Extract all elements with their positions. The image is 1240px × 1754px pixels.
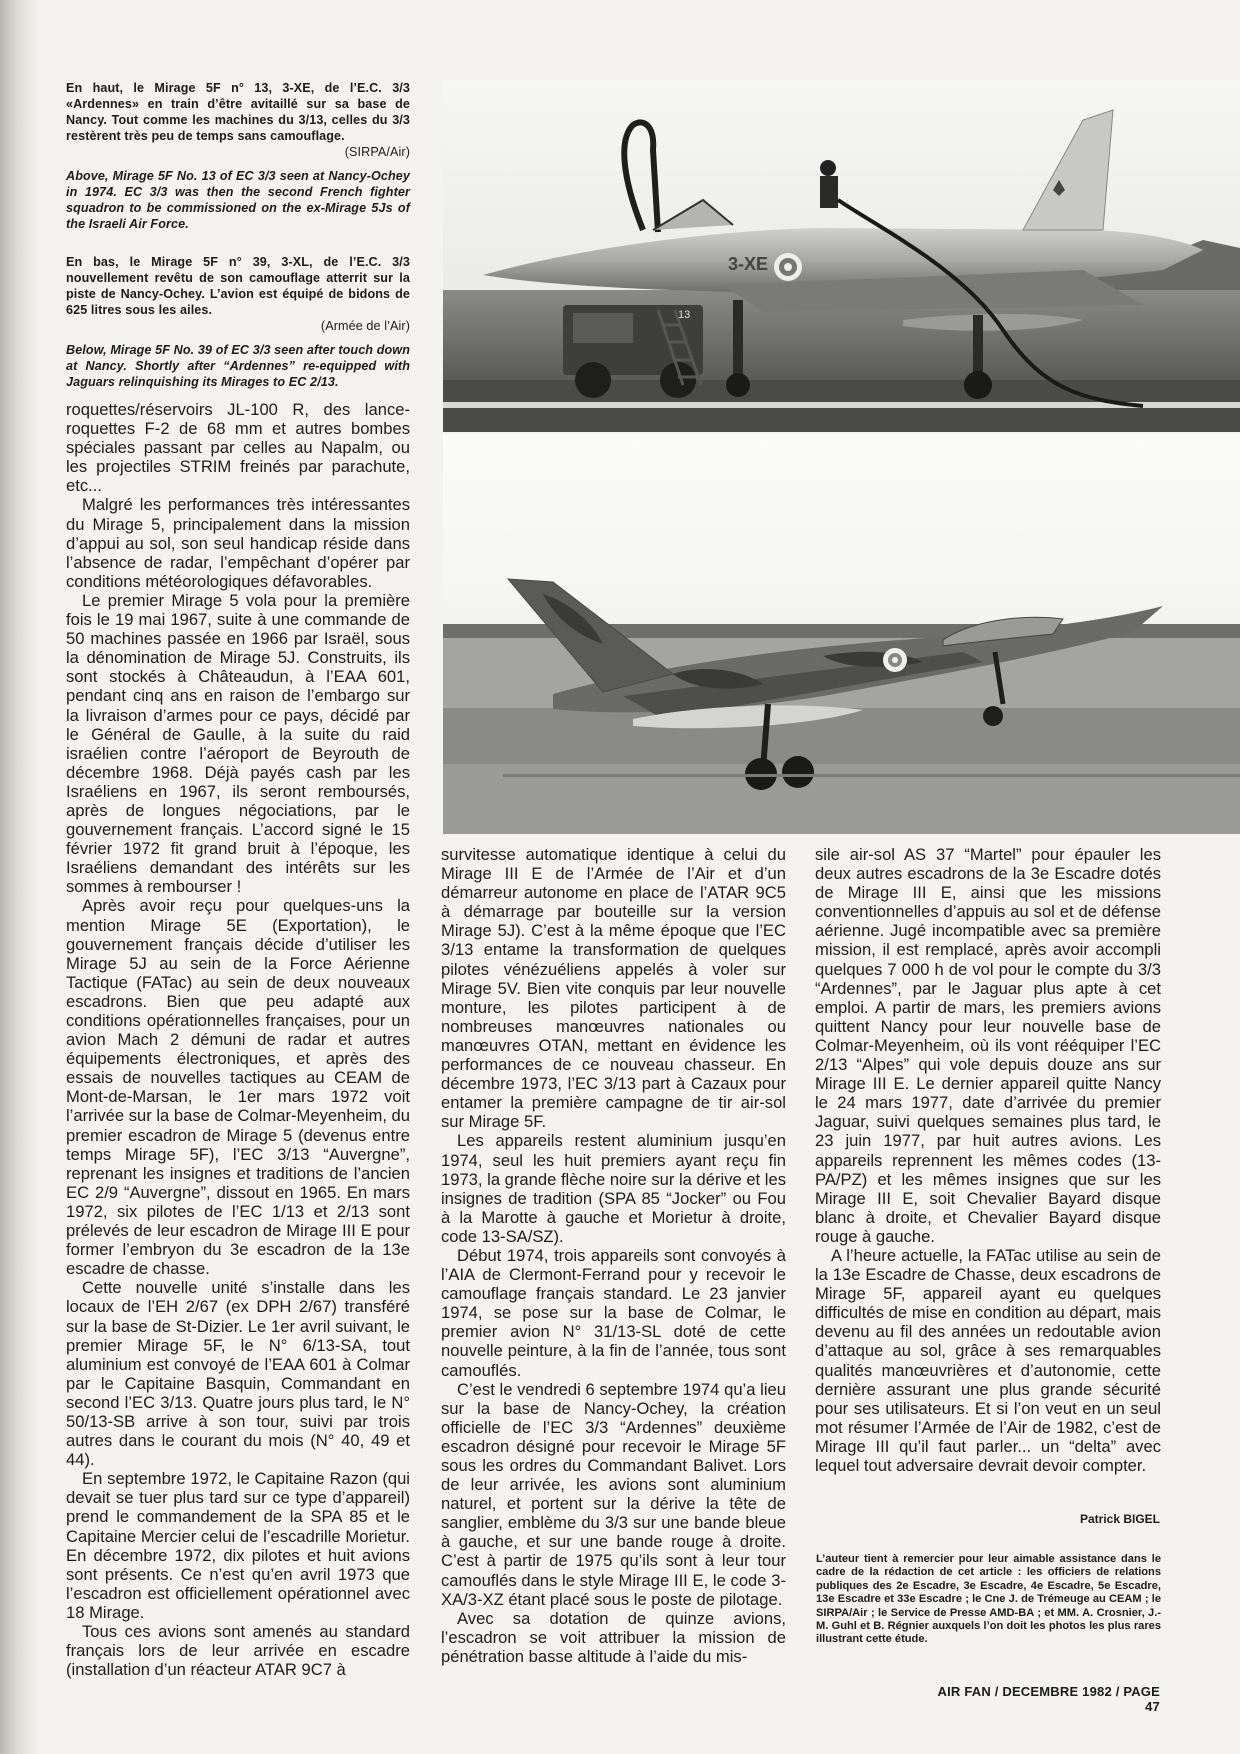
caption-bottom-french: En bas, le Mirage 5F n° 39, 3-XL, de l’E.C. 3/3 nouvellement revêtu de son camouflage atterrit sur la piste de Nancy-Ochey. L’avion est équipé de bidons de 625 litres sous les ailes. (Armée de l’Air) [66,255,410,333]
caption-bottom-credit: (Armée de l’Air) [320,319,410,333]
col1-paragraph-7: Tous ces avions sont amenés au standard français lors de leur arrivée en escadre (installation d’un réacteur ATAR 9C7 à [66,1622,410,1680]
col2-paragraph-5: Avec sa dotation de quinze avions, l’escadron se voit attribuer la mission de pénétration basse altitude à l’aide du mis- [441,1608,786,1666]
caption-top [66,80,410,232]
binding-shadow [0,0,40,1754]
col1-paragraph-3: Le premier Mirage 5 vola pour la première fois le 19 mai 1967, suite à une commande de 50 machines passée en 1966 par Israël, sous la dénomination de Mirage 5J. Construits, ils sont stockés à Châteaudun, à l’EAA 601, pendant cinq ans en raison de l’embargo sur la livraison d’armes pour ce pays, décidé par le Général de Gaulle, à la suite du raid israélien contre l’aéroport de Beyrouth de décembre 1968. Déjà payés cash par les Israéliens en 1967, ils seront remboursés, après de longues négociations, par le gouvernement français. L’accord signé le 15 février 1972 fit grand bruit à l’époque, les Israéliens demandant des intérêts sur les sommes à rembourser ! [66,590,410,897]
col2-paragraph-3: Début 1974, trois appareils sont convoyés à l’AIA de Clermont-Ferrand pour y recevoir le camouflage français standard. Le 23 janvier 1974, se pose sur la base de Colmar, le premier avion N° 31/13-SL doté de cette nouvelle peinture, à la fin de l’année, tous sont camouflés. [441,1245,786,1380]
caption-bottom [66,254,410,390]
article-column-3 [815,845,1161,1475]
col1-paragraph-5: Cette nouvelle unité s’installe dans les locaux de l’EH 2/67 (ex DPH 2/67) transféré sur la base de St-Dizier. Le 1er avril suivant, le premier Mirage 5F, le N° 6/13-SA, tout aluminium est convoyé de l’EAA 601 à Colmar par le Capitaine Basquin, Commandant en second l’EC 3/13. Quatre jours plus tard, le N° 50/13-SB arrive à son tour, suivi par trois autres dans le courant du mois (N° 40, 49 et 44). [66,1278,410,1470]
marking-code: 3-XE [728,254,769,274]
col3-paragraph-1: sile air-sol AS 37 “Martel” pour épauler les deux autres escadrons de la 3e Escadre dotés de Mirage III E, ainsi que les missions conventionnelles d’appuis au sol et de défense aérienne. Jugé incompatible avec sa première mission, il est remplacé, après avoir accompli quelques 7 000 h de vol pour le compte du 3/3 “Ardennes”, par le Jaguar plus apte à cet emploi. A partir de mars, les premiers avions quittent Nancy pour leur nouvelle base de Colmar-Meyenheim, où ils vont rééquiper l’EC 2/13 “Alpes” qui vole depuis douze ans sur Mirage III E. Le dernier appareil quitte Nancy le 24 mars 1977, date d’arrivée du premier Jaguar, suivi quelques semaines plus tard, le 23 juin 1977, par huit autres avions. Les appareils reprennent les mêmes codes (13-PA/PZ) et les mêmes insignes que sur les Mirage III E, soit Chevalier Bayard disque blanc à droite, et Chevalier Bayard disque rouge à gauche. [815,845,1161,1246]
caption-top-french: En haut, le Mirage 5F n° 13, 3-XE, de l’E.C. 3/3 «Ardennes» en train d’être avitaillé sur sa base de Nancy. Tout comme les machines du 3/13, celles du 3/3 restèrent très peu de temps sans camouflage. (SIRPA/Air) [66,81,410,159]
article-column-1 [66,400,410,1679]
photo-mirage-landing [443,434,1240,834]
col1-paragraph-1: roquettes/réservoirs JL-100 R, des lance-roquettes F-2 de 68 mm et autres bombes spéciales passant par celles au Napalm, ou les projectiles STRIM freinés par parachute, etc... [66,400,410,496]
caption-bottom-english: Below, Mirage 5F No. 39 of EC 3/3 seen after touch down at Nancy. Shortly after “Ardennes” re-equipped with Jaguars relinquishing its Mirages to EC 2/13. [66,343,410,389]
marking-small: 13 [678,309,691,321]
col1-paragraph-2: Malgré les performances très intéressantes du Mirage 5, principalement dans la mission d’appui au sol, son seul handicap réside dans l’absence de radar, l’empêchant d’opérer par conditions météorologiques défavorables. [66,495,410,591]
photo-mirage-refuelling [443,80,1240,432]
caption-top-english: Above, Mirage 5F No. 13 of EC 3/3 seen at Nancy-Ochey in 1974. EC 3/3 was then the second French fighter squadron to be commissioned on the ex-Mirage 5Js of the Israeli Air Force. [66,169,410,231]
article-column-2 [441,845,786,1666]
col1-paragraph-6: En septembre 1972, le Capitaine Razon (qui devait se tuer plus tard sur ce type d’appareil) prend le commandement de la SPA 85 et le Capitaine Mercier celui de l’escadrille Morietur. En décembre 1972, dix pilotes et huit avions sont présents. Ce n’est qu’en avril 1973 que l’escadron est officiellement opérationnel avec 18 Mirage. [66,1469,410,1622]
col2-paragraph-2: Les appareils restent aluminium jusqu’en 1974, seul les huit premiers ayant reçu fin 1973, la grande flèche noire sur la dérive et les insignes de tradition (SPA 85 “Jocker” ou Fou à la Marotte à gauche et Morietur à droite, code 13-SA/SZ). [441,1131,786,1246]
caption-top-credit: (SIRPA/Air) [344,145,410,159]
page-footer: AIR FAN / DECEMBRE 1982 / PAGE 47 [937,1684,1160,1714]
col2-paragraph-4: C’est le vendredi 6 septembre 1974 qu’a lieu sur la base de Nancy-Ochey, la création officielle de l’EC 3/3 “Ardennes” deuxième escadron désigné pour recevoir le Mirage 5F sous les ordres du Commandant Balivet. Lors de leur arrivée, les avions sont aluminium naturel, et portent sur la dérive la tête de sanglier, emblème du 3/3 sur une bande bleue à gauche, et sur une bande rouge à droite. C’est à partir de 1975 qu’ils sont à leur tour camouflés dans le style Mirage III E, le code 3-XA/3-XZ étant placé sous le poste de pilotage. [441,1379,786,1609]
author-signature: Patrick BIGEL [1079,1512,1160,1526]
col2-paragraph-1: survitesse automatique identique à celui du Mirage III E de l’Armée de l’Air et d’un démarreur autonome en place de l’ATAR 9C5 à démarrage par bouteille sur la version Mirage 5J). C’est à la même époque que l’EC 3/13 entame la transformation de quelques pilotes vénézuéliens appelés à voler sur Mirage 5V. Bien vite conquis par leur nouvelle monture, les pilotes participent à de nombreuses manœuvres nationales ou manœuvres OTAN, mettant en évidence les performances de ce nouveau chasseur. En décembre 1973, l’EC 3/13 part à Cazaux pour entamer la première campagne de tir air-sol sur Mirage 5F. [441,845,786,1132]
col3-paragraph-2: A l’heure actuelle, la FATac utilise au sein de la 13e Escadre de Chasse, deux escadrons de Mirage 5F, appareil ayant eu quelques difficultés de mise en condition au départ, mais devenu au fil des années un redoutable avion d’attaque au sol, grâce à ses remarquables qualités manœuvrières et d’autonomie, cette dernière assurant une plus grande sécurité pour ses utilisateurs. Et si l’on veut en un seul mot résumer l’Armée de l’Air de 1982, c’est de Mirage III qu’il faut parler... un “delta” avec lequel tout adversaire devrait devoir compter. [815,1245,1161,1475]
col1-paragraph-4: Après avoir reçu pour quelques-uns la mention Mirage 5E (Exportation), le gouvernement français décide d’utiliser les Mirage 5J au sein de la Force Aérienne Tactique (FATac) au sein de deux nouveaux escadrons. Bien que peu adapté aux conditions opérationnelles françaises, pour un avion Mach 2 démuni de radar et autres équipements électroniques, et après des essais de nouvelles tactiques au CEAM de Mont-de-Marsan, le 1er mars 1972 voit l’arrivée sur la base de Colmar-Meyenheim, du premier escadron de Mirage 5 (devenus entre temps Mirage 5F), l’EC 3/13 “Auvergne”, reprenant les insignes et traditions de l’ancien EC 2/9 “Auvergne”, dissout en 1965. En mars 1972, six pilotes de l’EC 1/13 et 2/13 sont prélevés de leur escadron de Mirage III E pour former l’embryon du 3e escadron de la 13e escadre de chasse. [66,896,411,1279]
acknowledgement: L’auteur tient à remercier pour leur aimable assistance dans le cadre de la rédaction de cet article : les officiers de relations publiques des 2e Escadre, 3e Escadre, 4e Escadre, 5e Escadre, 13e Escadre et 33e Escadre ; le Cne J. de Trémeuge au CEAM ; le SIRPA/Air ; le Service de Presse AMD-BA ; et MM. A. Crosnier, J.-M. Guhl et B. Régnier auxquels l’on doit les photos les plus rares illustrant cette étude. [816,1553,1161,1646]
